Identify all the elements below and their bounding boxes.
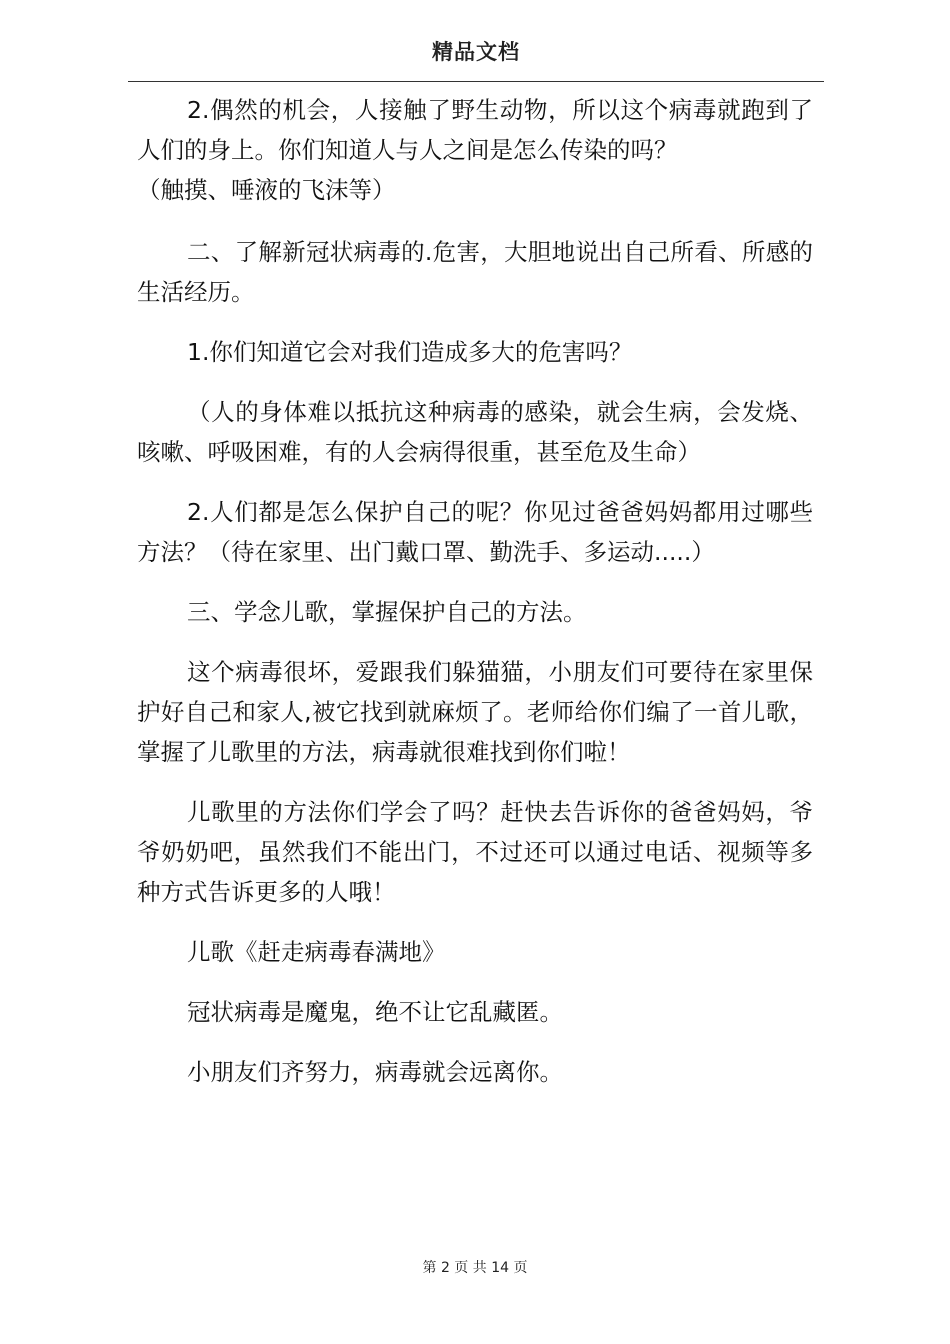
paragraph-virus-story: 这个病毒很坏，爱跟我们躲猫猫，小朋友们可要待在家里保护好自己和家人,被它找到就麻烦了。老师给你们编了一首儿歌，掌握了儿歌里的方法，病毒就很难找到你们啦！ [137, 658, 813, 766]
paragraph-section-two-heading: 二、了解新冠状病毒的.危害，大胆地说出自己所看、所感的生活经历。 [137, 238, 813, 306]
document-header-title: 精品文档 [432, 40, 520, 64]
paragraph-infection-route [137, 90, 813, 210]
paragraph-song-line-2: 小朋友们齐努力，病毒就会远离你。 [187, 1058, 563, 1086]
paragraph-text: 2.偶然的机会，人接触了野生动物，所以这个病毒就跑到了人们的身上。你们知道人与人之间是怎么传染的吗？ [137, 96, 813, 164]
header-divider [128, 81, 824, 82]
paragraph-song-line-1: 冠状病毒是魔鬼，绝不让它乱藏匿。 [187, 998, 563, 1026]
page-number-footer: 第 2 页 共 14 页 [422, 1260, 528, 1276]
paragraph-question-harm: 1.你们知道它会对我们造成多大的危害吗？ [187, 338, 633, 366]
document-body [137, 90, 813, 1112]
paragraph-song-title: 儿歌《赶走病毒春满地》 [187, 938, 446, 966]
paragraph-text-note: （触摸、唾液的飞沫等） [137, 176, 396, 204]
paragraph-question-protection: 2.人们都是怎么保护自己的呢？你见过爸爸妈妈都用过哪些方法？（待在家里、出门戴口罩、勤洗手、多运动.....） [137, 498, 813, 566]
paragraph-section-three-heading: 三、学念儿歌，掌握保护自己的方法。 [187, 598, 587, 626]
paragraph-answer-harm: （人的身体难以抵抗这种病毒的感染，就会生病，会发烧、咳嗽、呼吸困难，有的人会病得很重，甚至危及生命） [137, 398, 813, 466]
paragraph-tell-family: 儿歌里的方法你们学会了吗？赶快去告诉你的爸爸妈妈，爷爷奶奶吧，虽然我们不能出门，不过还可以通过电话、视频等多种方式告诉更多的人哦！ [137, 798, 813, 906]
